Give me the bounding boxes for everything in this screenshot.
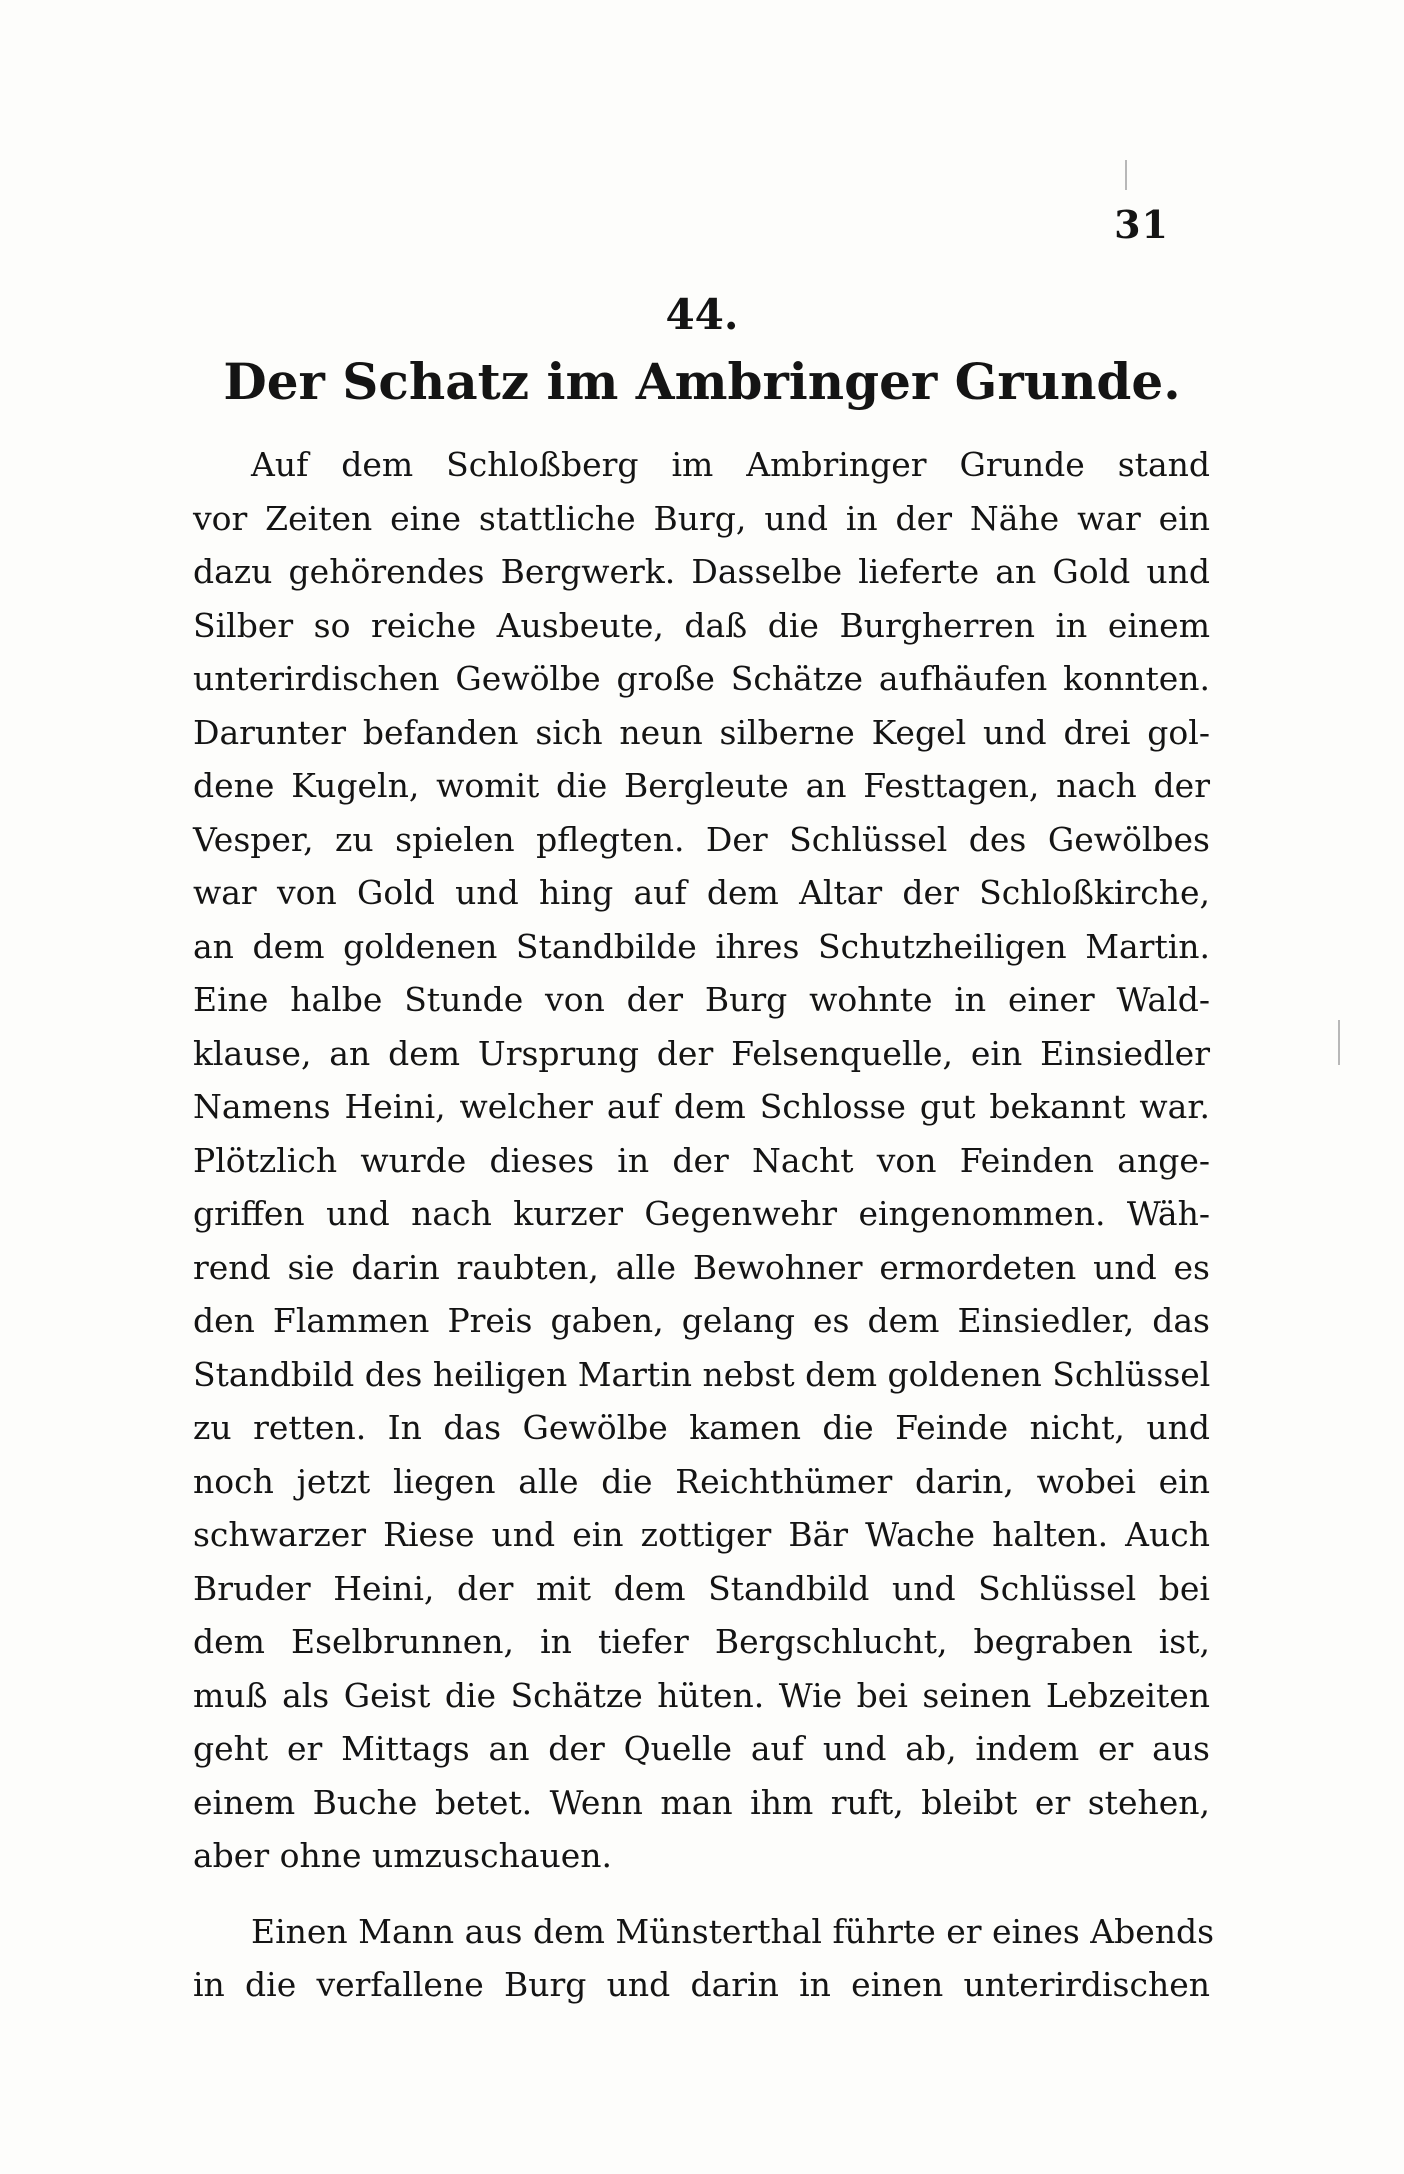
chapter-title: Der Schatz im Ambringer Grunde.	[223, 352, 1181, 411]
text-line: einem Buche betet. Wenn man ihm ruft, bleibt er stehen,	[193, 1782, 1210, 1822]
margin-mark	[1338, 1020, 1340, 1065]
text-line: Standbild des heiligen Martin nebst dem goldenen Schlüssel	[193, 1354, 1211, 1394]
text-line: geht er Mittags an der Quelle auf und ab, indem er aus	[193, 1729, 1210, 1768]
text-line: rend sie darin raubten, alle Bewohner ermordeten und es	[193, 1247, 1210, 1287]
chapter-number: 44.	[665, 290, 739, 339]
text-line: dazu gehörendes Bergwerk. Dasselbe lieferte an Gold und	[193, 552, 1210, 591]
text-line: den Flammen Preis gaben, gelang es dem Einsiedler, das	[193, 1301, 1210, 1340]
text-line: war von Gold und hing auf dem Altar der Schloßkirche,	[193, 873, 1210, 912]
text-line: muß als Geist die Schätze hüten. Wie bei seinen Lebzeiten	[193, 1675, 1210, 1715]
text-line: klause, an dem Ursprung der Felsenquelle, ein Einsiedler	[193, 1033, 1210, 1073]
page-number: 31	[1114, 202, 1169, 247]
text-line: Vesper, zu spielen pflegten. Der Schlüssel des Gewölbes	[193, 819, 1210, 859]
text-line: dem Eselbrunnen, in tiefer Bergschlucht, begraben ist,	[193, 1622, 1210, 1661]
text-line: unterirdischen Gewölbe große Schätze aufhäufen konnten.	[193, 659, 1210, 698]
text-line: Namens Heini, welcher auf dem Schlosse gut bekannt war.	[193, 1087, 1210, 1126]
text-line: an dem goldenen Standbilde ihres Schutzheiligen Martin.	[193, 926, 1210, 966]
paragraph-2	[193, 1905, 1215, 2012]
text-line: Darunter befanden sich neun silberne Kegel und drei gol-	[193, 712, 1210, 752]
text-line: zu retten. In das Gewölbe kamen die Feinde nicht, und	[193, 1408, 1210, 1447]
margin-mark	[1125, 160, 1127, 190]
text-line: Eine halbe Stunde von der Burg wohnte in einer Wald-	[193, 980, 1210, 1019]
body-text	[193, 438, 1215, 2012]
text-line: dene Kugeln, womit die Bergleute an Festtagen, nach der	[193, 766, 1210, 805]
text-line: in die verfallene Burg und darin in einen unterirdischen	[193, 1965, 1210, 2004]
text-line: griffen und nach kurzer Gegenwehr eingenommen. Wäh-	[193, 1194, 1210, 1233]
text-line: Silber so reiche Ausbeute, daß die Burgherren in einem	[193, 605, 1210, 645]
text-line: Einen Mann aus dem Münsterthal führte er eines Abends	[251, 1911, 1215, 1951]
text-line: noch jetzt liegen alle die Reichthümer darin, wobei ein	[193, 1461, 1210, 1501]
text-line: vor Zeiten eine stattliche Burg, und in der Nähe war ein	[193, 498, 1210, 538]
text-line: Auf dem Schloßberg im Ambringer Grunde stand	[251, 445, 1210, 484]
paragraph-1	[193, 438, 1210, 1883]
text-line: Bruder Heini, der mit dem Standbild und Schlüssel bei	[193, 1568, 1210, 1608]
text-line: Plötzlich wurde dieses in der Nacht von Feinden ange-	[193, 1140, 1210, 1180]
text-line: schwarzer Riese und ein zottiger Bär Wache halten. Auch	[193, 1515, 1210, 1554]
text-line: aber ohne umzuschauen.	[193, 1836, 613, 1875]
